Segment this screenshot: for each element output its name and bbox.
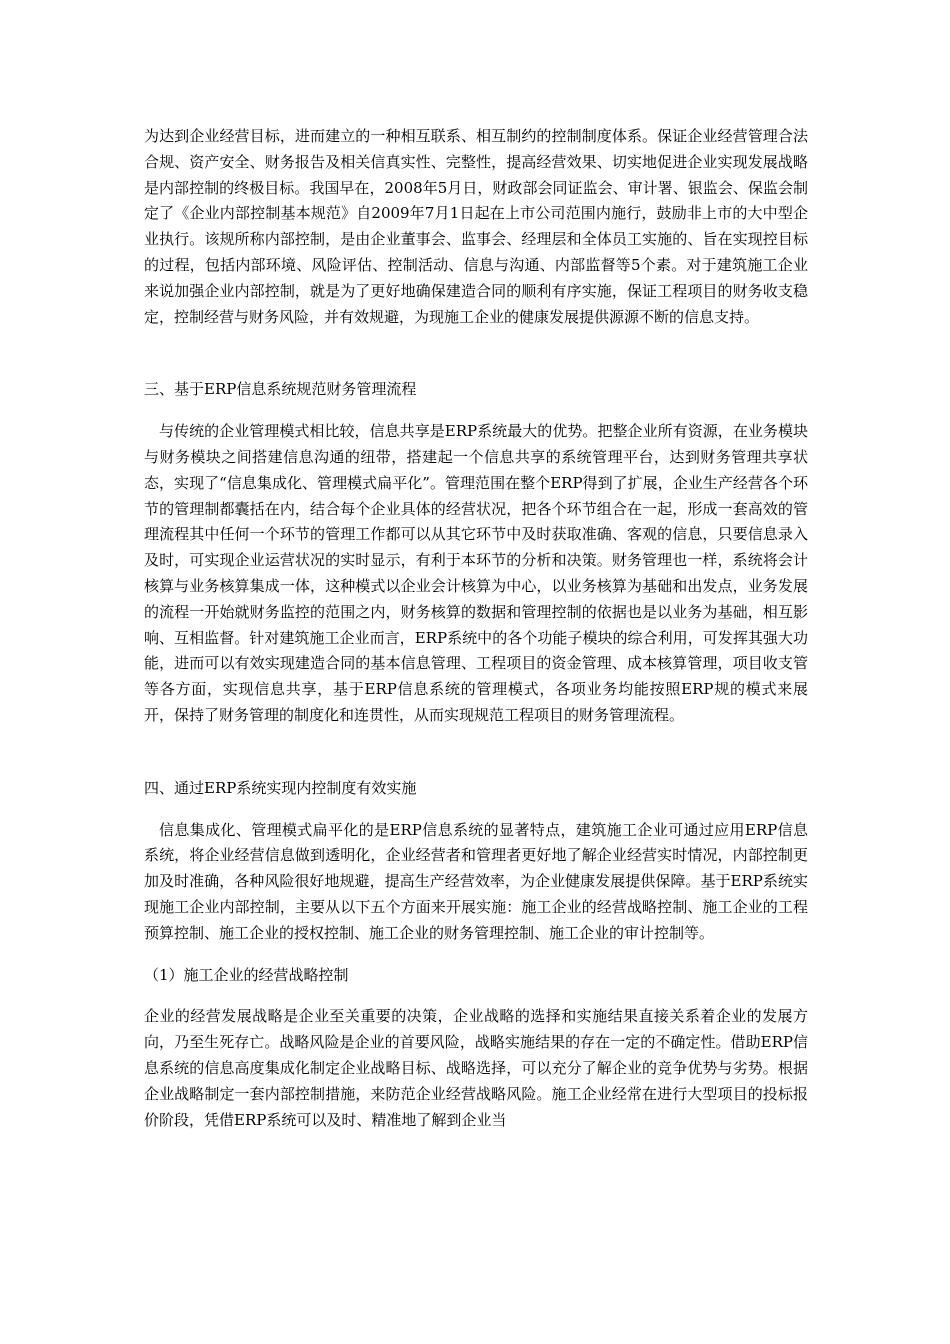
subsection-1-heading: （1）施工企业的经营战略控制: [144, 965, 349, 984]
section-spacer: [144, 330, 808, 377]
section-3-paragraph: 与传统的企业管理模式相比较，信息共享是ERP系统最大的优势。把整企业所有资源，在业务模块与财务模块之间搭建信息沟通的纽带，搭建起一个信息共享的系统管理平台，达到财务管理共享状态，实现了“信息集成化、管理模式扁平化”。管理范围在整个ERP得到了扩展，企业生产经营各个环节的管理制都囊括在内，结合每个企业具体的经营状况，把各个环节组合在一起，形成一套高效的管理流程其中任何一个环节的管理工作都可以从其它环节中及时获取准确、客观的信息，只要信息录入及时，可实现企业运营状况的实时显示，有利于本环节的分析和决策。财务管理也一样，系统将会计核算与业务核算集成一体，这种模式以企业会计核算为中心，以业务核算为基础和出发点，业务发展的流程一开始就财务监控的范围之内，财务核算的数据和管理控制的依据也是以业务为基础，相互影响、互相监督。针对建筑施工企业而言，ERP系统中的各个功能子模块的综合利用，可发挥其强大功能，进而可以有效实现建造合同的基本信息管理、工程项目的资金管理、成本核算管理，项目收支管等各方面，实现信息共享，基于ERP信息系统的管理模式，各项业务均能按照ERP规的模式来展开，保持了财务管理的制度化和连贯性，从而实现规范工程项目的财务管理流程。: [144, 422, 808, 724]
section-3-heading: 三、基于ERP信息系统规范财务管理流程: [144, 380, 417, 399]
subsection-1-paragraph: 企业的经营发展战略是企业至关重要的决策，企业战略的选择和实施结果直接关系着企业的发展方向，乃至生死存亡。战略风险是企业的首要风险，战略实施结果的存在一定的不确定性。借助ERP信息系统的信息高度集成化制定企业战略目标、战略选择，可以充分了解企业的竞争优势与劣势。根据企业战略制定一套内部控制措施，来防范企业经营战略风险。施工企业经常在进行大型项目的投标报价阶段，凭借ERP系统可以及时、精准地了解到企业当: [144, 1007, 808, 1129]
section-spacer: [144, 729, 808, 776]
document-page: [144, 124, 808, 1133]
section-4-paragraph: 信息集成化、管理模式扁平化的是ERP信息系统的显著特点，建筑施工企业可通过应用ERP信息系统，将企业经营信息做到透明化，企业经营者和管理者更好地了解企业经营实时情况，内部控制更加及时准确，各种风险很好地规避，提高生产经营效率，为企业健康发展提供保障。基于ERP系统实现施工企业内部控制，主要从以下五个方面来开展实施：施工企业的经营战略控制、施工企业的工程预算控制、施工企业的授权控制、施工企业的财务管理控制、施工企业的审计控制等。: [144, 820, 808, 942]
section-spacer: [144, 403, 808, 419]
section-spacer: [144, 802, 808, 818]
section-4-heading: 四、通过ERP系统实现内控制度有效实施: [144, 778, 417, 797]
intro-paragraph: 为达到企业经营目标，进而建立的一种相互联系、相互制约的控制制度体系。保证企业经营管理合法合规、资产安全、财务报告及相关信真实性、完整性，提高经营效果、切实地促进企业实现发展战略是内部控制的终极目标。我国早在，2008年5月日，财政部会同证监会、审计署、银监会、保监会制定了《企业内部控制基本规范》自2009年7月1日起在上市公司范围内施行，鼓励非上市的大中型企业执行。该规所称内部控制，是由企业董事会、监事会、经理层和全体员工实施的、旨在实现控目标的过程，包括内部环境、风险评估、控制活动、信息与沟通、内部监督等5个素。对于建筑施工企业来说加强企业内部控制，就是为了更好地确保建造合同的顺利有序实施，保证工程项目的财务收支稳定，控制经营与财务风险，并有效规避，为现施工企业的健康发展提供源源不断的信息支持。: [144, 127, 808, 326]
section-spacer: [144, 947, 808, 963]
section-spacer: [144, 988, 808, 1004]
